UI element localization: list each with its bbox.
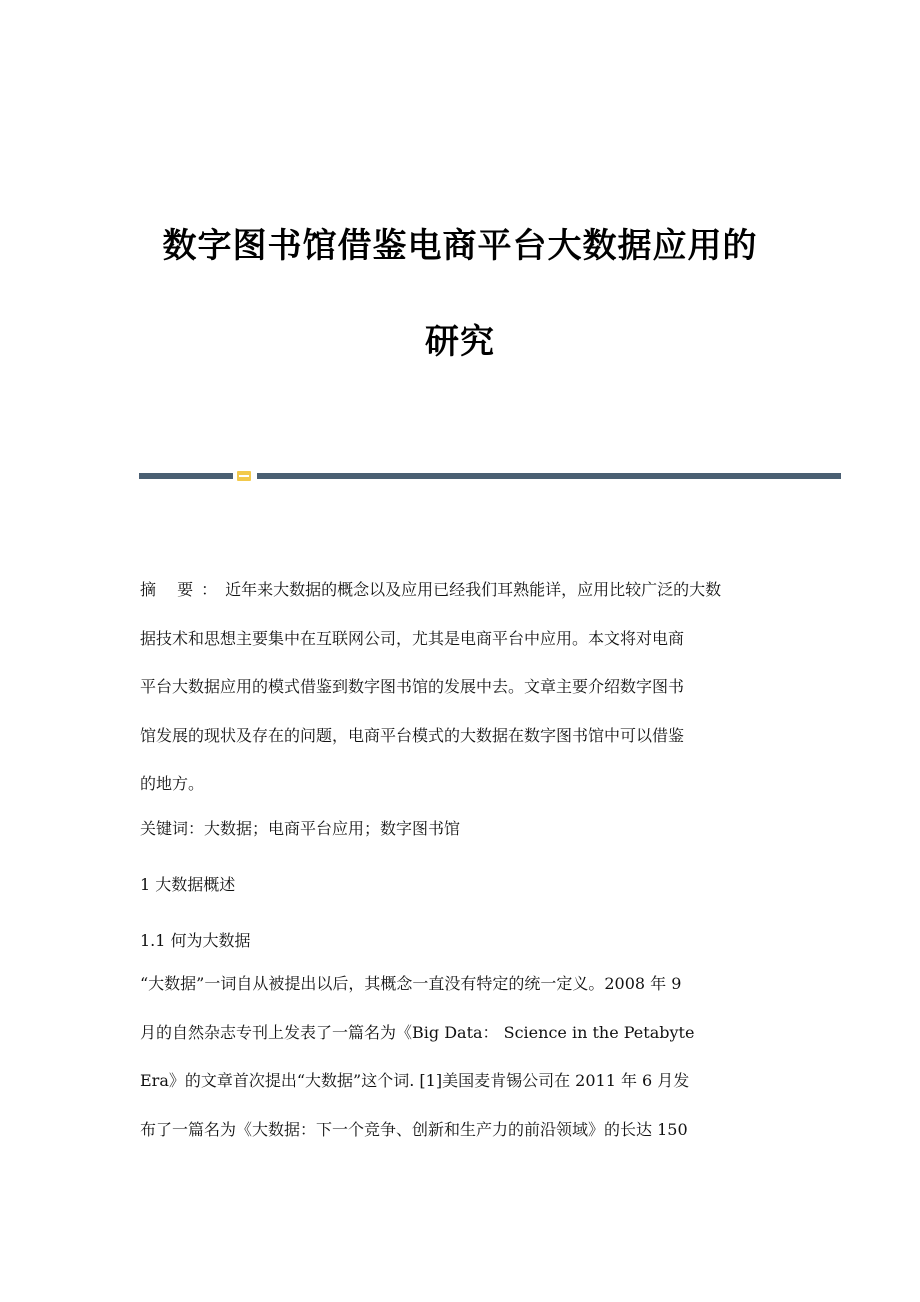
abstract-line-3: 平台大数据应用的模式借鉴到数字图书馆的发展中去。文章主要介绍数字图书 [140, 677, 685, 696]
keywords: 关键词：大数据；电商平台应用；数字图书馆 [140, 819, 461, 838]
body-paragraph [140, 960, 785, 1154]
section-heading: 1 大数据概述 [140, 875, 236, 894]
abstract-label: 摘 要： [140, 580, 226, 599]
paragraph-line-4: 布了一篇名为《大数据：下一个竞争、创新和生产力的前沿领域》的长达 150 [140, 1119, 688, 1139]
paragraph-line-1: “大数据”一词自从被提出以后，其概念一直没有特定的统一定义。2008 年 9 [140, 974, 682, 993]
divider-bar-left [139, 473, 233, 479]
paragraph-line-3: Era》的文章首次提出“大数据”这个词. [1]美国麦肯锡公司在 2011 年 6 月发 [140, 1071, 690, 1090]
divider-ornament-icon [237, 471, 251, 481]
abstract [140, 566, 785, 809]
document-title-line-2: 研究 [425, 322, 495, 362]
document-title-line-1: 数字图书馆借鉴电商平台大数据应用的 [162, 226, 758, 266]
abstract-line-4: 馆发展的现状及存在的问题，电商平台模式的大数据在数字图书馆中可以借鉴 [140, 725, 685, 745]
paragraph-line-2: 月的自然杂志专刊上发表了一篇名为《Big Data： Science in the Petabyte [140, 1022, 695, 1042]
subsection-heading: 1.1 何为大数据 [140, 931, 251, 950]
abstract-line-2: 据技术和思想主要集中在互联网公司，尤其是电商平台中应用。本文将对电商 [140, 628, 685, 648]
title-divider [139, 471, 841, 481]
divider-bar-right [257, 473, 841, 479]
abstract-line-5: 的地方。 [140, 774, 205, 793]
abstract-line-1 [140, 566, 785, 615]
abstract-text-1: 近年来大数据的概念以及应用已经我们耳熟能详，应用比较广泛的大数 [225, 580, 722, 599]
